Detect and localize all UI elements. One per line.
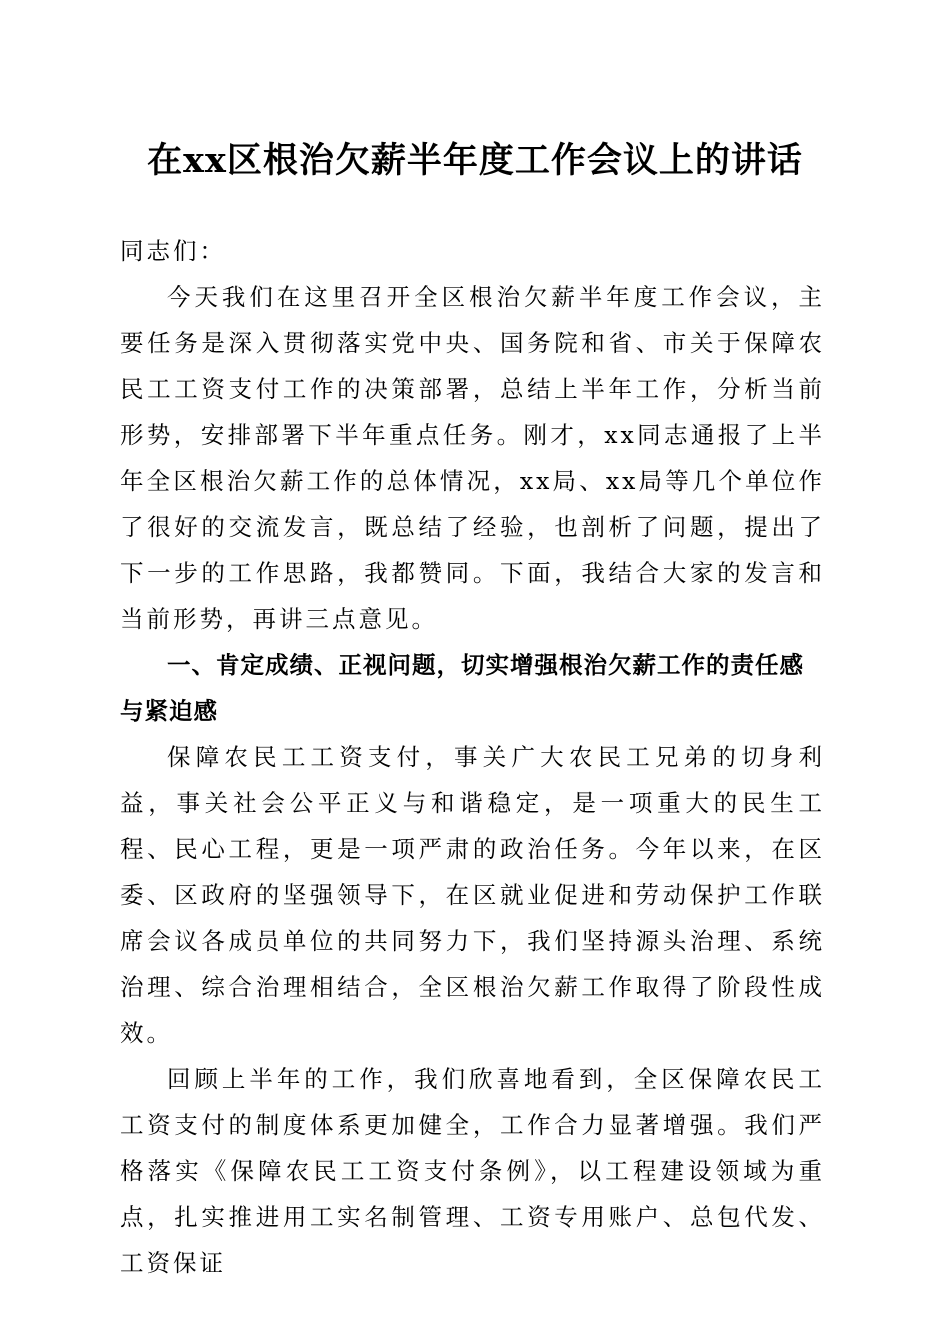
document-body xyxy=(120,228,825,1286)
paragraph-section1-1: 保障农民工工资支付，事关广大农民工兄弟的切身利益，事关社会公平正义与和谐稳定，是一项重大的民生工程、民心工程，更是一项严肃的政治任务。今年以来，在区委、区政府的坚强领导下，在区就业促进和劳动保护工作联席会议各成员单位的共同努力下，我们坚持源头治理、系统治理、综合治理相结合，全区根治欠薪工作取得了阶段性成效。 xyxy=(120,743,825,1047)
section-heading-1: 一、肯定成绩、正视问题，切实增强根治欠薪工作的责任感与紧迫感 xyxy=(120,651,804,725)
paragraph-intro: 今天我们在这里召开全区根治欠薪半年度工作会议，主要任务是深入贯彻落实党中央、国务院和省、市关于保障农民工工资支付工作的决策部署，总结上半年工作，分析当前形势，安排部署下半年重点任务。刚才，xx同志通报了上半年全区根治欠薪工作的总体情况，xx局、xx局等几个单位作了很好的交流发言，既总结了经验，也剖析了问题，提出了下一步的工作思路，我都赞同。下面，我结合大家的发言和当前形势，再讲三点意见。 xyxy=(120,283,825,633)
salutation: 同志们： xyxy=(120,237,226,265)
paragraph-section1-2: 回顾上半年的工作，我们欣喜地看到，全区保障农民工工资支付的制度体系更加健全，工作合力显著增强。我们严格落实《保障农民工工资支付条例》，以工程建设领域为重点，扎实推进用工实名制管理、工资专用账户、总包代发、工资保证 xyxy=(120,1065,825,1277)
document-title: 在xx区根治欠薪半年度工作会议上的讲话 xyxy=(147,140,803,181)
